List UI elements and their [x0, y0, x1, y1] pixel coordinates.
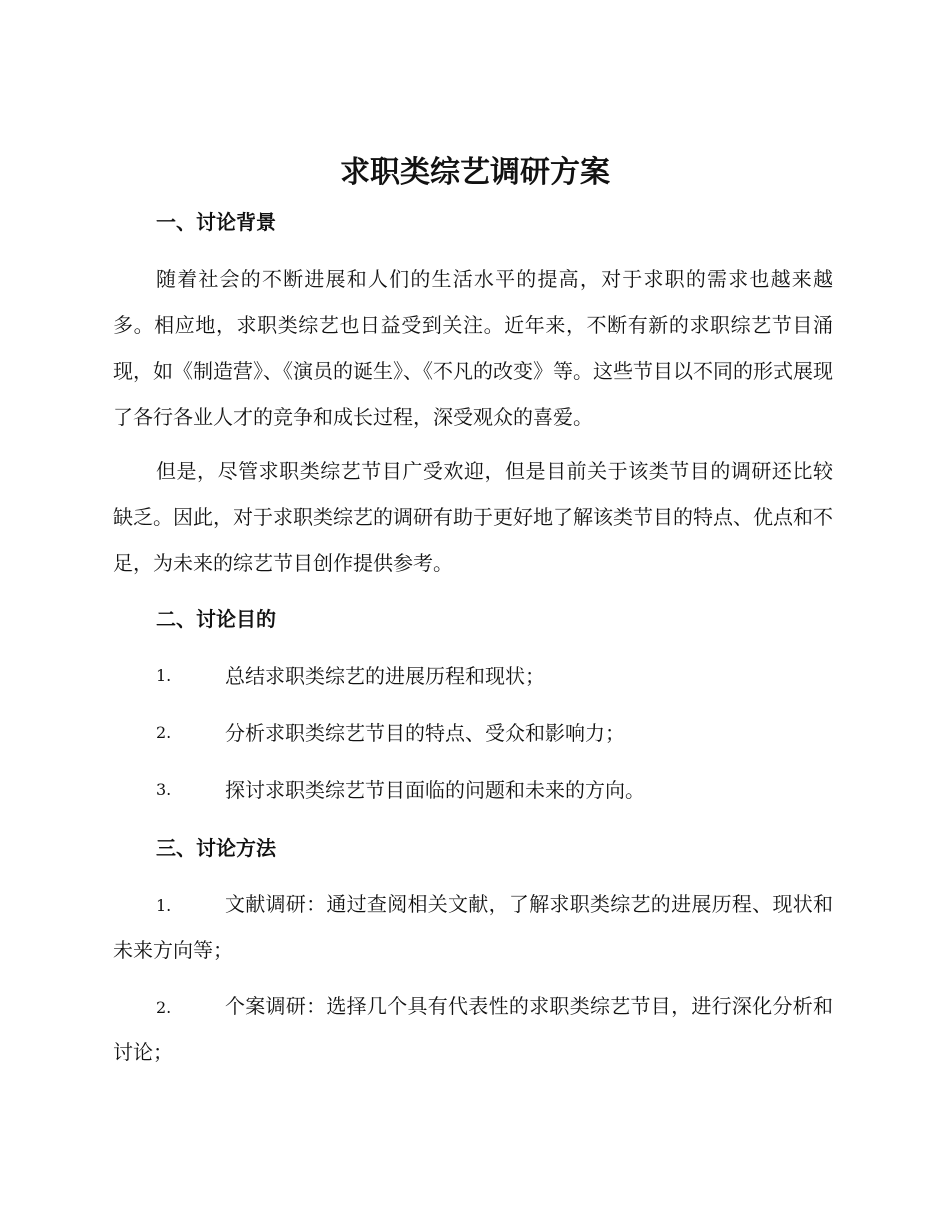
background-paragraph-1: 随着社会的不断进展和人们的生活水平的提高，对于求职的需求也越来越多。相应地，求职类综艺也日益受到关注。近年来，不断有新的求职综艺节目涌现，如《制造营》、《演员的诞生》、《不凡的改变》等。这些节目以不同的形式展现了各行各业人才的竞争和成长过程，深受观众的喜爱。 [113, 267, 833, 429]
list-item-text: 分析求职类综艺节目的特点、受众和影响力； [225, 721, 625, 745]
list-item-number: 2. [156, 723, 172, 742]
list-item-number: 2. [156, 998, 172, 1017]
list-item-text: 总结求职类综艺的进展历程和现状； [225, 664, 545, 688]
section-heading-purpose: 二、讨论目的 [156, 607, 276, 631]
list-item-number: 3. [156, 780, 172, 799]
list-item-number: 1. [156, 896, 172, 915]
list-item-text: 文献调研：通过查阅相关文献，了解求职类综艺的进展历程、现状和未来方向等； [113, 892, 833, 962]
list-item-number: 1. [156, 666, 172, 685]
section-heading-methods: 三、讨论方法 [156, 836, 276, 860]
background-paragraph-2: 但是，尽管求职类综艺节目广受欢迎，但是目前关于该类节目的调研还比较缺乏。因此，对于求职类综艺的调研有助于更好地了解该类节目的特点、优点和不足，为未来的综艺节目创作提供参考。 [113, 459, 833, 575]
list-item-text: 探讨求职类综艺节目面临的问题和未来的方向。 [225, 778, 645, 802]
list-item-text: 个案调研：选择几个具有代表性的求职类综艺节目，进行深化分析和讨论； [113, 994, 833, 1064]
section-heading-background: 一、讨论背景 [156, 210, 276, 234]
document-title: 求职类综艺调研方案 [340, 155, 610, 190]
